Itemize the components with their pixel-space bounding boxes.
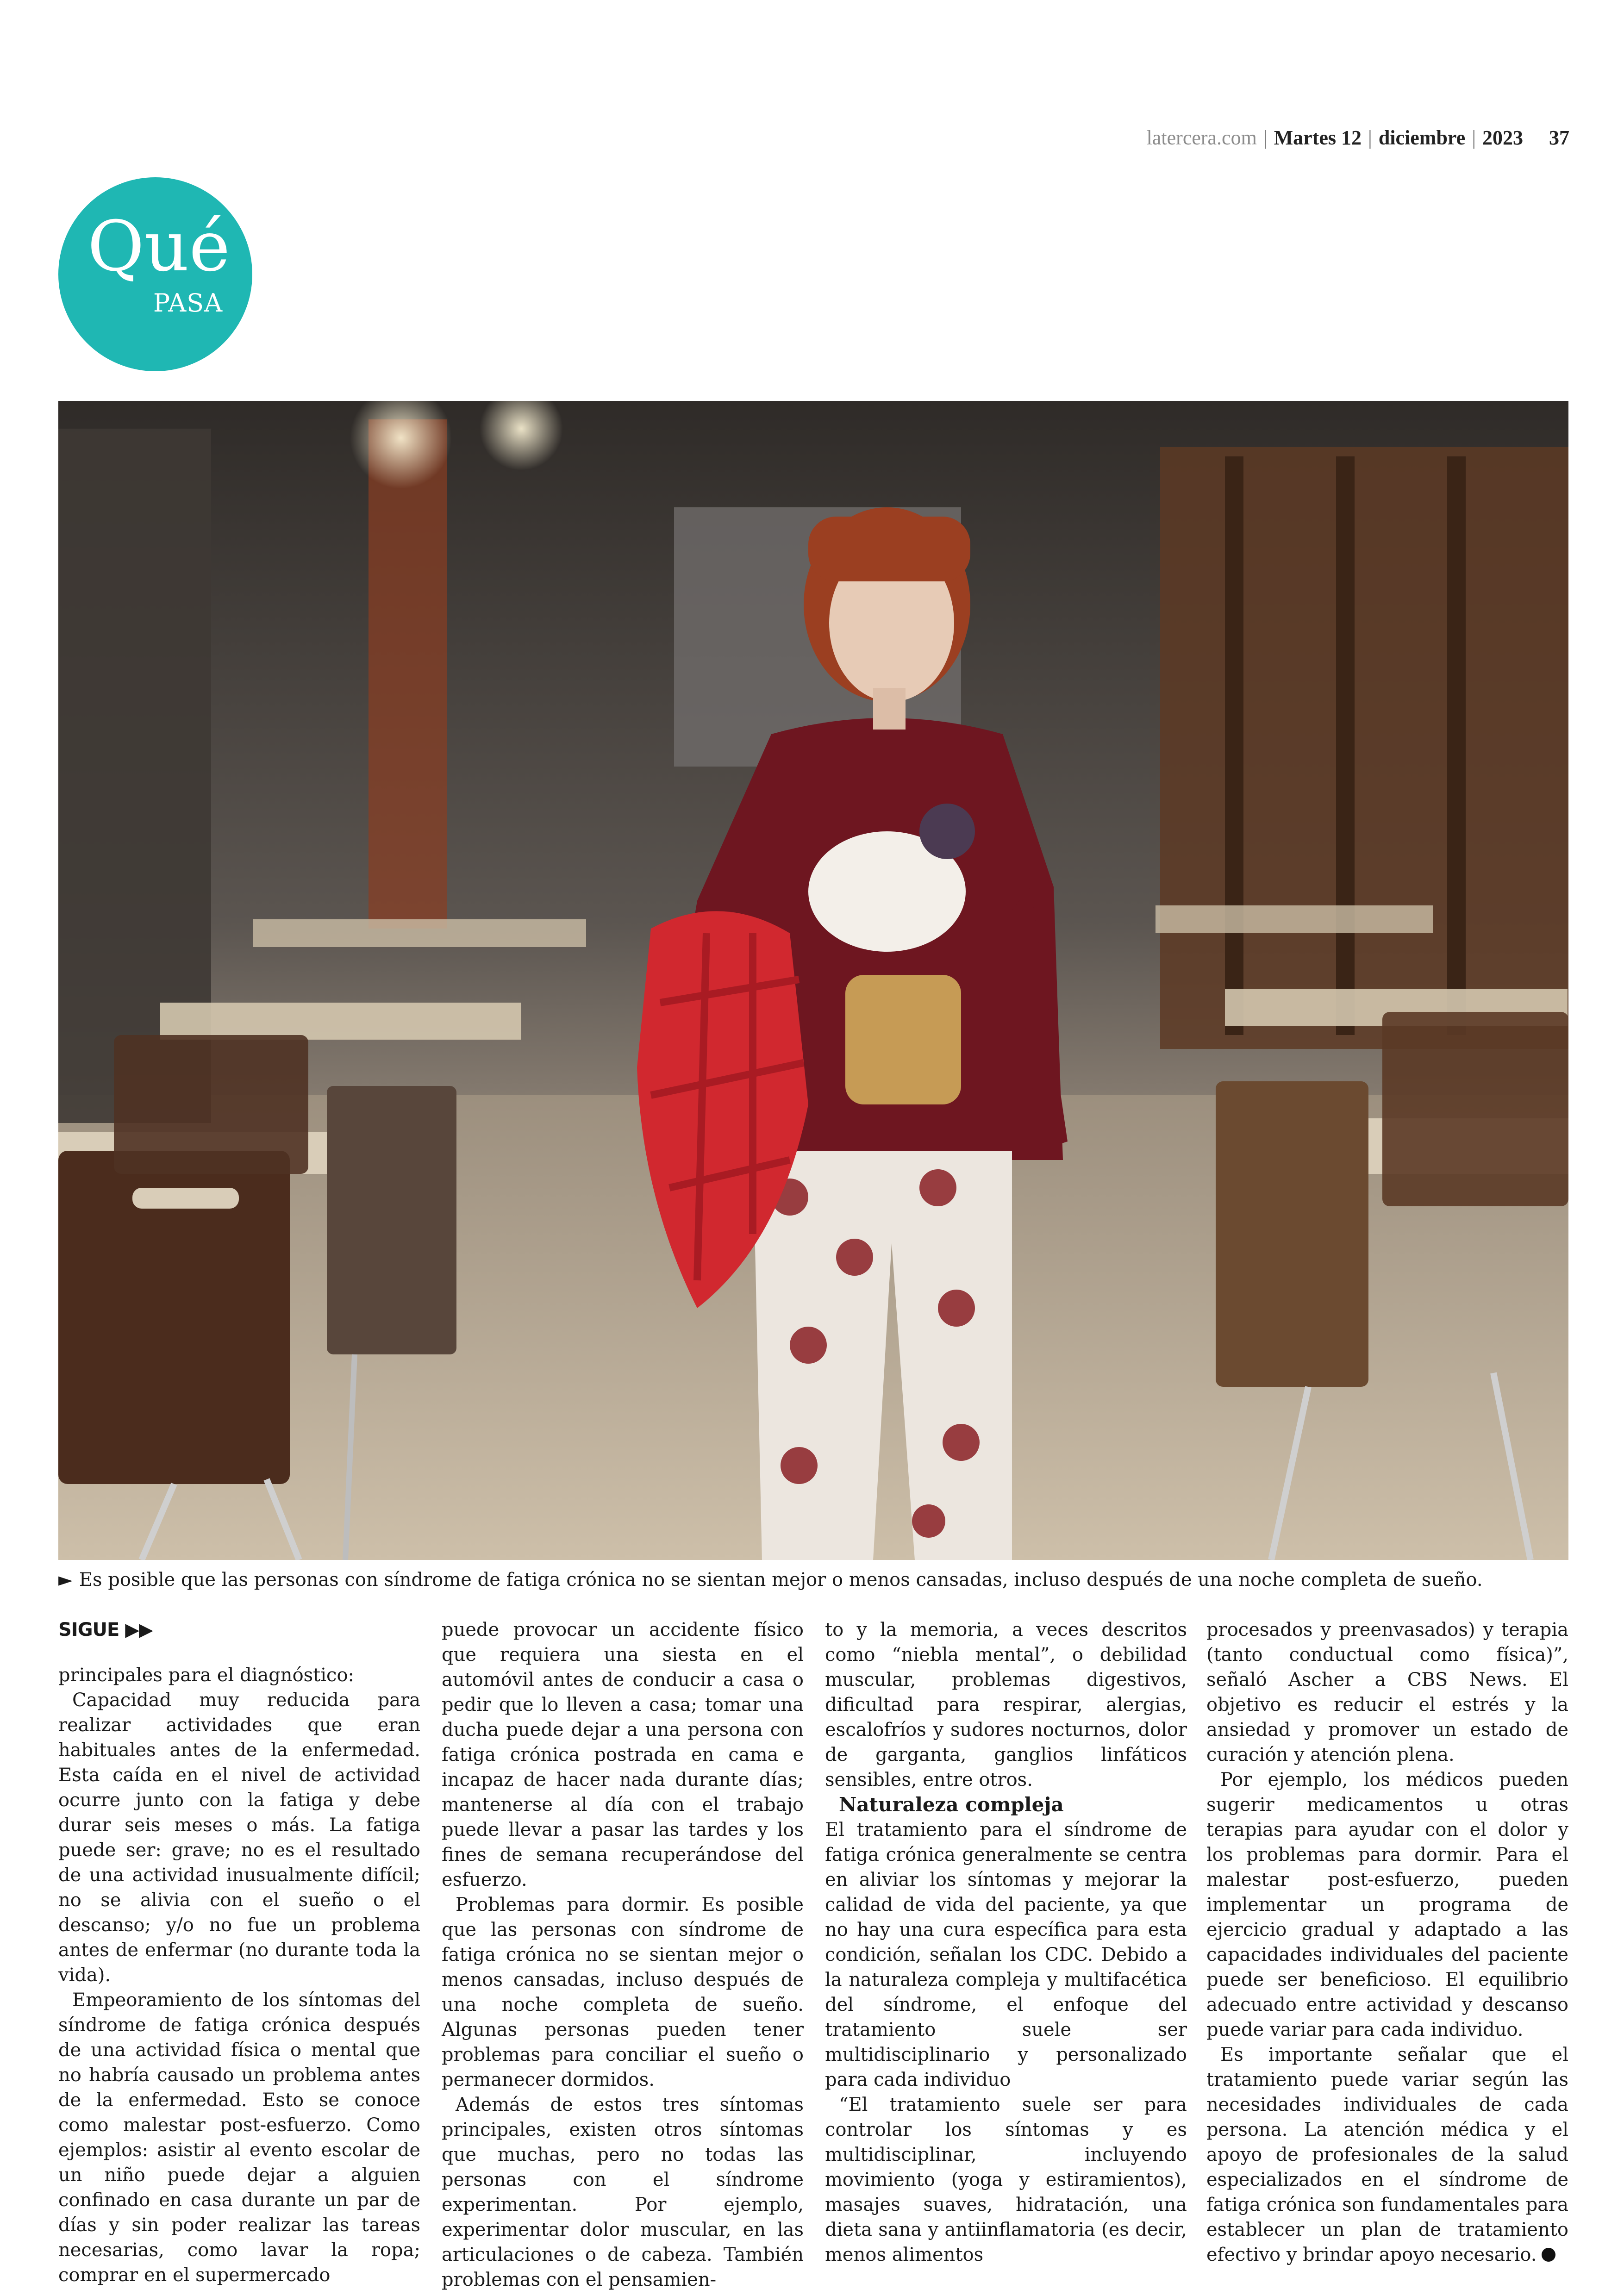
header-year: 2023 bbox=[1482, 126, 1523, 149]
end-of-article-icon bbox=[1542, 2248, 1555, 2262]
logo-que-text: Qué bbox=[87, 206, 231, 287]
header-separator: | bbox=[1472, 126, 1476, 149]
article-paragraph: Capacidad muy reducida para realizar actividades que eran habituales antes de la enfermedad. Esta caída en el nivel de actividad ocurre junto con la fatiga y debe durar seis meses o más. La fatiga puede ser: grave; no es el resultado de una actividad inusualmente difícil; no se alivia con el sueño o el descanso; y/o no fue un problema antes de enfermar (no durante toda la vida). bbox=[58, 1690, 420, 1986]
article-paragraph: “El tratamiento suele ser para controlar los síntomas y es multidisciplinar, incluyendo movimiento (yoga y estiramientos), masajes suaves, hidratación, una dieta sana y antiinflamatoria (es decir, menos alimentos bbox=[825, 2094, 1187, 2265]
article-column-2 bbox=[442, 1617, 804, 2292]
article-paragraph: Empeoramiento de los síntomas del síndrome de fatiga crónica después de una actividad física o mental que no habría causado un problema antes de la enfermedad. Esto se conoce como malestar post-esfuerzo. Como ejemplos: asistir al evento escolar de un niño puede dejar a alguien confinado en casa durante un par de días y sin poder realizar las tareas necesarias, como lavar la ropa; comprar en el supermercado bbox=[58, 1989, 420, 2286]
page-number: 37 bbox=[1549, 126, 1569, 149]
article-paragraph bbox=[1206, 2042, 1568, 2267]
header-separator: | bbox=[1263, 126, 1268, 149]
article-final-text: Es importante señalar que el tratamiento puede variar según las necesidades individuales de cada persona. La atención médica y el apoyo de profesionales de la salud especializados en el síndrome de fatiga crónica son fundamentales para establecer un plan de tratamiento efectivo y brindar apoyo necesario. bbox=[1206, 2044, 1568, 2265]
logo-pasa-text: PASA bbox=[153, 288, 223, 318]
header-separator: | bbox=[1368, 126, 1372, 149]
header-month: diciembre bbox=[1378, 126, 1466, 149]
continued-text: SIGUE bbox=[58, 1619, 119, 1640]
article-paragraph: El tratamiento para el síndrome de fatiga crónica generalmente se centra en aliviar los síntomas y mejorar la calidad de vida del paciente, ya que no hay una cura específica para esta condición, señalan los CDC. Debido a la naturaleza compleja y multifacética del síndrome, el enfoque del tratamiento suele ser multidisciplinario y personalizado para cada individuo bbox=[825, 1819, 1187, 2090]
article-paragraph: puede provocar un accidente físico que requiera una siesta en el automóvil antes de conducir a casa o pedir que lo lleven a casa; tomar una ducha puede dejar a una persona con fatiga crónica postrada en cama e incapaz de hacer nada durante días; mantenerse al día con el trabajo puede llevar a pasar las tardes y los fines de semana recuperándose del esfuerzo. bbox=[442, 1619, 804, 1890]
photo-illustration bbox=[58, 401, 1568, 1560]
main-photo bbox=[58, 401, 1568, 1560]
article-paragraph: Además de estos tres síntomas principales, existen otros síntomas que muchas, pero no todas las personas con el síndrome experimentan. Por ejemplo, experimentar dolor muscular, en las articulaciones o de cabeza. También problemas con el pensamien- bbox=[442, 2094, 804, 2290]
page-header bbox=[1147, 124, 1569, 152]
continued-label bbox=[58, 1617, 420, 1642]
article-column-1 bbox=[58, 1617, 420, 2288]
article-column-3 bbox=[825, 1617, 1187, 2267]
que-pasa-logo bbox=[58, 177, 252, 371]
article-paragraph: Problemas para dormir. Es posible que las personas con síndrome de fatiga crónica no se sientan mejor o menos cansadas, incluso después de una noche completa de sueño. Algunas personas pueden tener problemas para conciliar el sueño o permanecer dormidos. bbox=[442, 1894, 804, 2090]
article-paragraph: principales para el diagnóstico: bbox=[58, 1665, 355, 1686]
article-paragraph: to y la memoria, a veces descritos como “niebla mental”, o debilidad muscular, problemas digestivos, dificultad para respirar, alergias, escalofríos y sudores nocturnos, dolor de garganta, ganglios linfáticos sensibles, entre otros. bbox=[825, 1619, 1187, 1790]
article-column-4 bbox=[1206, 1617, 1568, 2267]
header-day: Martes 12 bbox=[1274, 126, 1362, 149]
article-paragraph: Por ejemplo, los médicos pueden sugerir medicamentos u otras terapias para ayudar con el dolor y los problemas para dormir. Para el malestar post-esfuerzo, pueden implementar un programa de ejercicio gradual y adaptado a las capacidades individuales del paciente puede ser beneficioso. El equilibrio adecuado entre actividad y descanso puede variar para cada individuo. bbox=[1206, 1769, 1568, 2040]
article-paragraph: procesados y preenvasados) y terapia (tanto conductual como física)”, señaló Ascher a CBS News. El objetivo es reducir el estrés y la ansiedad y promover un estado de curación y atención plena. bbox=[1206, 1619, 1568, 1765]
caption-text: Es posible que las personas con síndrome de fatiga crónica no se sientan mejor o menos cansadas, incluso después de una noche completa de sueño. bbox=[79, 1569, 1483, 1590]
caption-marker-icon: ► bbox=[58, 1569, 73, 1590]
section-subhead: Naturaleza compleja bbox=[839, 1793, 1064, 1816]
continued-arrows-icon: ▶▶ bbox=[125, 1619, 153, 1640]
site-name[interactable]: latercera.com bbox=[1146, 126, 1257, 149]
photo-caption bbox=[58, 1566, 1568, 1593]
